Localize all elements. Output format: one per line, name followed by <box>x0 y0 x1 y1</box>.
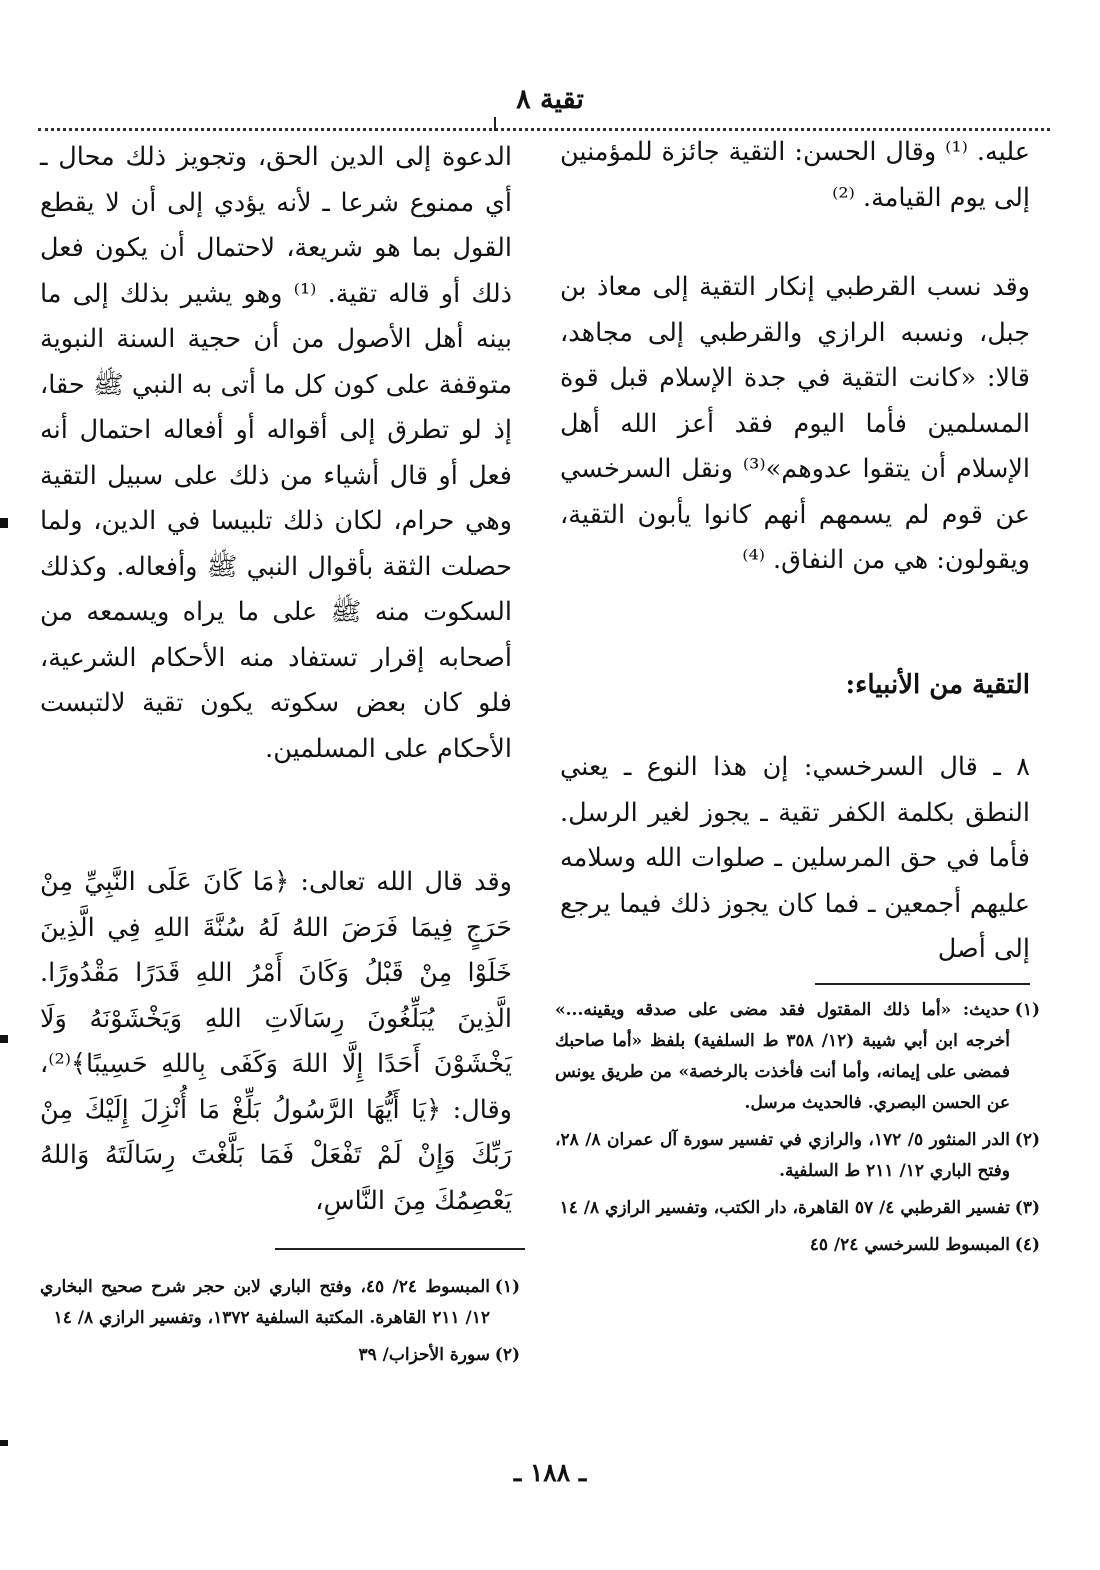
footnote-separator-right <box>815 983 1030 985</box>
right-paragraph-2: وقد نسب القرطبي إنكار التقية إلى معاذ بن جبل، ونسبه الرازي والقرطبي إلى مجاهد، قالا: «كانت التقية في جدة الإسلام قبل قوة المسلمين فأما اليوم فقد أعز الله أهل الإسلام أن يتقوا عدوهم»⁽³⁾ ونقل السرخسي عن قوم لم يسمهم أنهم كانوا يأبون التقية، ويقولون: هي من النفاق. ⁽⁴⁾ <box>560 272 1030 575</box>
footnote-separator-left <box>275 1248 525 1250</box>
right-paragraph-1: عليه. ⁽¹⁾ وقال الحسن: التقية جائزة للمؤمنين إلى يوم القيامة. ⁽²⁾ <box>560 137 1030 213</box>
header-rule-tick <box>494 117 496 131</box>
footnote-item: (٢)سورة الأحزاب/ ٣٩ <box>358 1345 520 1365</box>
left-paragraph-2: وقد قال الله تعالى: ﴿مَا كَانَ عَلَى النَّبِيِّ مِنْ حَرَجٍ فِيمَا فَرَضَ اللهُ لَهُ سُنَّةَ اللهِ فِي الَّذِينَ خَلَوْا مِنْ قَبْلُ وَكَانَ أَمْرُ اللهِ قَدَرًا مَقْدُورًا. الَّذِينَ يُبَلِّغُونَ رِسَالَاتِ اللهِ وَيَخْشَوْنَهُ وَلَا يَخْشَوْنَ أَحَدًا إِلَّا اللهَ وَكَفَى بِاللهِ حَسِيبًا﴾⁽²⁾، وقال: ﴿يَا أَيُّهَا الرَّسُولُ بَلِّغْ مَا أُنْزِلَ إِلَيْكَ مِنْ رَبِّكَ وَإِنْ لَمْ تَفْعَلْ فَمَا بَلَّغْتَ رِسَالَتَهُ وَاللهُ يَعْصِمُكَ مِنَ النَّاسِ، <box>40 867 512 1216</box>
footnote-item: (١)حديث: «أما ذلك المقتول فقد مضى على صدقه ويقينه...» أخرجه ابن أبي شيبة (١٢/ ٣٥٨ ط السلفية) بلفظ «أما صاحبك فمضى على إيمانه، وأما أنت فأخذت بالرخصة» من طريق يونس عن الحسن البصري. فالحديث مرسل. <box>555 1000 1040 1113</box>
footnotes-right <box>555 995 1040 1267</box>
page-header-title: تقية ٨ <box>516 84 584 115</box>
scan-edge-mark <box>0 518 8 528</box>
right-paragraph-3: ٨ ـ قال السرخسي: إن هذا النوع ـ يعني النطق بكلمة الكفر تقية ـ يجوز لغير الرسل. فأما في حق المرسلين ـ صلوات الله وسلامه عليهم أجمعين ـ فما كان يجوز ذلك فيما يرجع إلى أصل <box>560 752 1030 964</box>
footnotes-left <box>40 1272 520 1377</box>
section-heading: التقية من الأنبياء: <box>845 670 1030 700</box>
footnote-item: (٢)الدر المنثور ٥/ ١٧٢، والرازي في تفسير سورة آل عمران ٨/ ٢٨، وفتح الباري ١٢/ ٢١١ ط السلفية. <box>555 1130 1040 1181</box>
left-paragraph-1: الدعوة إلى الدين الحق، وتجويز ذلك محال ـ أي ممنوع شرعا ـ لأنه يؤدي إلى أن لا يقطع القول بما هو شريعة، لاحتمال أن يكون فعل ذلك أو قاله تقية. ⁽¹⁾ وهو يشير بذلك إلى ما بينه أهل الأصول من أن حجية السنة النبوية متوقفة على كون كل ما أتى به النبي ﷺ حقا، إذ لو تطرق إلى أقواله أو أفعاله احتمال أنه فعل أو قال أشياء من ذلك على سبيل التقية وهي حرام، لكان ذلك تلبيسا في الدين، ولما حصلت الثقة بأقوال النبي ﷺ وأفعاله. وكذلك السكوت منه ﷺ على ما يراه ويسمعه من أصحابه إقرار تستفاد منه الأحكام الشرعية، فلو كان بعض سكوته يكون تقية لالتبست الأحكام على المسلمين. <box>40 142 512 764</box>
footnote-item: (١)المبسوط ٢٤/ ٤٥، وفتح الباري لابن حجر شرح صحيح البخاري ١٢/ ٢١١ القاهرة. المكتبة السلفية ١٣٧٢، وتفسير الرازي ٨/ ١٤ <box>40 1277 520 1328</box>
page-number: ـ ١٨٨ ـ <box>513 1458 587 1487</box>
scan-edge-mark <box>0 1035 8 1043</box>
footnote-item: (٣)تفسير القرطبي ٤/ ٥٧ القاهرة، دار الكتب، وتفسير الرازي ٨/ ١٤ <box>559 1198 1040 1218</box>
scan-edge-mark <box>0 1440 8 1446</box>
footnote-item: (٤)المبسوط للسرخسي ٢٤/ ٤٥ <box>809 1235 1040 1255</box>
